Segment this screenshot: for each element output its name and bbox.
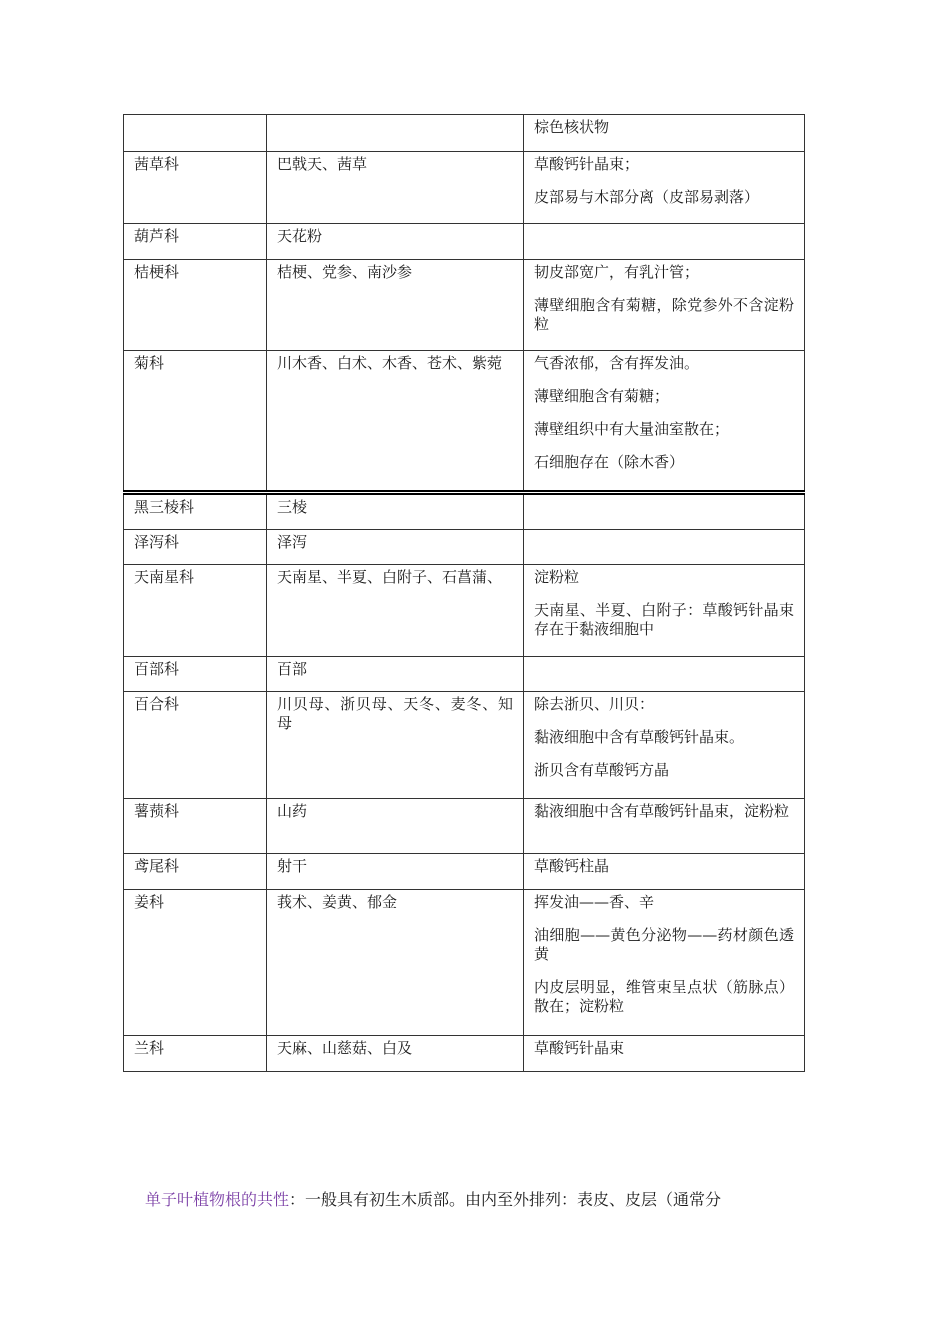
family-cell: 兰科 (124, 1036, 267, 1072)
family-cell: 百合科 (124, 692, 267, 799)
table-row (124, 115, 805, 152)
feature-line: 石细胞存在（除木香） (534, 453, 685, 471)
feature-line: 草酸钙针晶束； (534, 155, 640, 173)
table-row (124, 565, 805, 657)
feature-line: 草酸钙柱晶 (534, 857, 610, 875)
table-row (124, 493, 805, 530)
feature-line: 内皮层明显，维管束呈点状（筋脉点）散在；淀粉粒 (534, 978, 794, 1015)
features-cell (524, 224, 805, 260)
table-row (124, 657, 805, 692)
family-cell: 茜草科 (124, 152, 267, 224)
features-cell (524, 260, 805, 351)
herbs-cell: 桔梗、党参、南沙参 (267, 260, 524, 351)
feature-line: 除去浙贝、川贝： (534, 695, 655, 713)
family-cell: 天南星科 (124, 565, 267, 657)
herbs-cell: 山药 (267, 799, 524, 854)
feature-line: 棕色核状物 (534, 118, 610, 136)
features-cell (524, 692, 805, 799)
footer-term: 单子叶植物根的共性 (145, 1190, 290, 1209)
table-row (124, 692, 805, 799)
herb-family-table (123, 114, 805, 1072)
features-cell (524, 530, 805, 565)
feature-line: 气香浓郁，含有挥发油。 (534, 354, 700, 372)
table-row (124, 152, 805, 224)
features-cell (524, 493, 805, 530)
table-row (124, 1036, 805, 1072)
feature-line: 韧皮部宽广，有乳汁管； (534, 263, 700, 281)
herbs-cell: 泽泻 (267, 530, 524, 565)
herbs-cell: 川木香、白术、木香、苍术、紫菀 (267, 351, 524, 493)
table-row (124, 530, 805, 565)
feature-line: 草酸钙针晶束 (534, 1039, 625, 1057)
feature-line: 黏液细胞中含有草酸钙针晶束。 (534, 728, 745, 746)
herbs-cell: 三棱 (267, 493, 524, 530)
table-row (124, 890, 805, 1036)
features-cell (524, 565, 805, 657)
feature-line: 薄壁组织中有大量油室散在； (534, 420, 730, 438)
features-cell (524, 115, 805, 152)
feature-line: 皮部易与木部分离（皮部易剥落） (534, 188, 760, 206)
herbs-cell: 天麻、山慈菇、白及 (267, 1036, 524, 1072)
features-cell (524, 854, 805, 890)
herbs-cell: 天南星、半夏、白附子、石菖蒲、 (267, 565, 524, 657)
family-cell: 薯蓣科 (124, 799, 267, 854)
herbs-cell: 川贝母、浙贝母、天冬、麦冬、知母 (267, 692, 524, 799)
table-row (124, 224, 805, 260)
feature-line: 浙贝含有草酸钙方晶 (534, 761, 670, 779)
table-row (124, 854, 805, 890)
features-cell (524, 351, 805, 493)
feature-line: 天南星、半夏、白附子：草酸钙针晶束存在于黏液细胞中 (534, 601, 794, 638)
features-cell (524, 152, 805, 224)
herbs-cell: 百部 (267, 657, 524, 692)
family-cell: 黑三棱科 (124, 493, 267, 530)
family-cell: 桔梗科 (124, 260, 267, 351)
footer-paragraph (145, 1188, 825, 1212)
family-cell: 菊科 (124, 351, 267, 493)
family-cell: 葫芦科 (124, 224, 267, 260)
feature-line: 油细胞——黄色分泌物——药材颜色透黄 (534, 926, 794, 963)
family-cell: 鸢尾科 (124, 854, 267, 890)
features-cell (524, 1036, 805, 1072)
feature-line: 薄壁细胞含有菊糖； (534, 387, 670, 405)
herbs-cell: 莪术、姜黄、郁金 (267, 890, 524, 1036)
footer-text: ：一般具有初生木质部。由内至外排列：表皮、皮层（通常分 (289, 1190, 722, 1209)
family-cell: 姜科 (124, 890, 267, 1036)
herbs-cell: 巴戟天、茜草 (267, 152, 524, 224)
family-cell: 百部科 (124, 657, 267, 692)
family-cell (124, 115, 267, 152)
features-cell (524, 890, 805, 1036)
herbs-cell: 射干 (267, 854, 524, 890)
herbs-cell: 天花粉 (267, 224, 524, 260)
herbs-cell (267, 115, 524, 152)
table-row (124, 799, 805, 854)
feature-line: 黏液细胞中含有草酸钙针晶束，淀粉粒 (534, 802, 790, 820)
features-cell (524, 657, 805, 692)
table-row (124, 351, 805, 493)
feature-line: 薄壁细胞含有菊糖，除党参外不含淀粉粒 (534, 296, 794, 333)
feature-line: 挥发油——香、辛 (534, 893, 655, 911)
family-cell: 泽泻科 (124, 530, 267, 565)
features-cell (524, 799, 805, 854)
table-row (124, 260, 805, 351)
feature-line: 淀粉粒 (534, 568, 580, 586)
